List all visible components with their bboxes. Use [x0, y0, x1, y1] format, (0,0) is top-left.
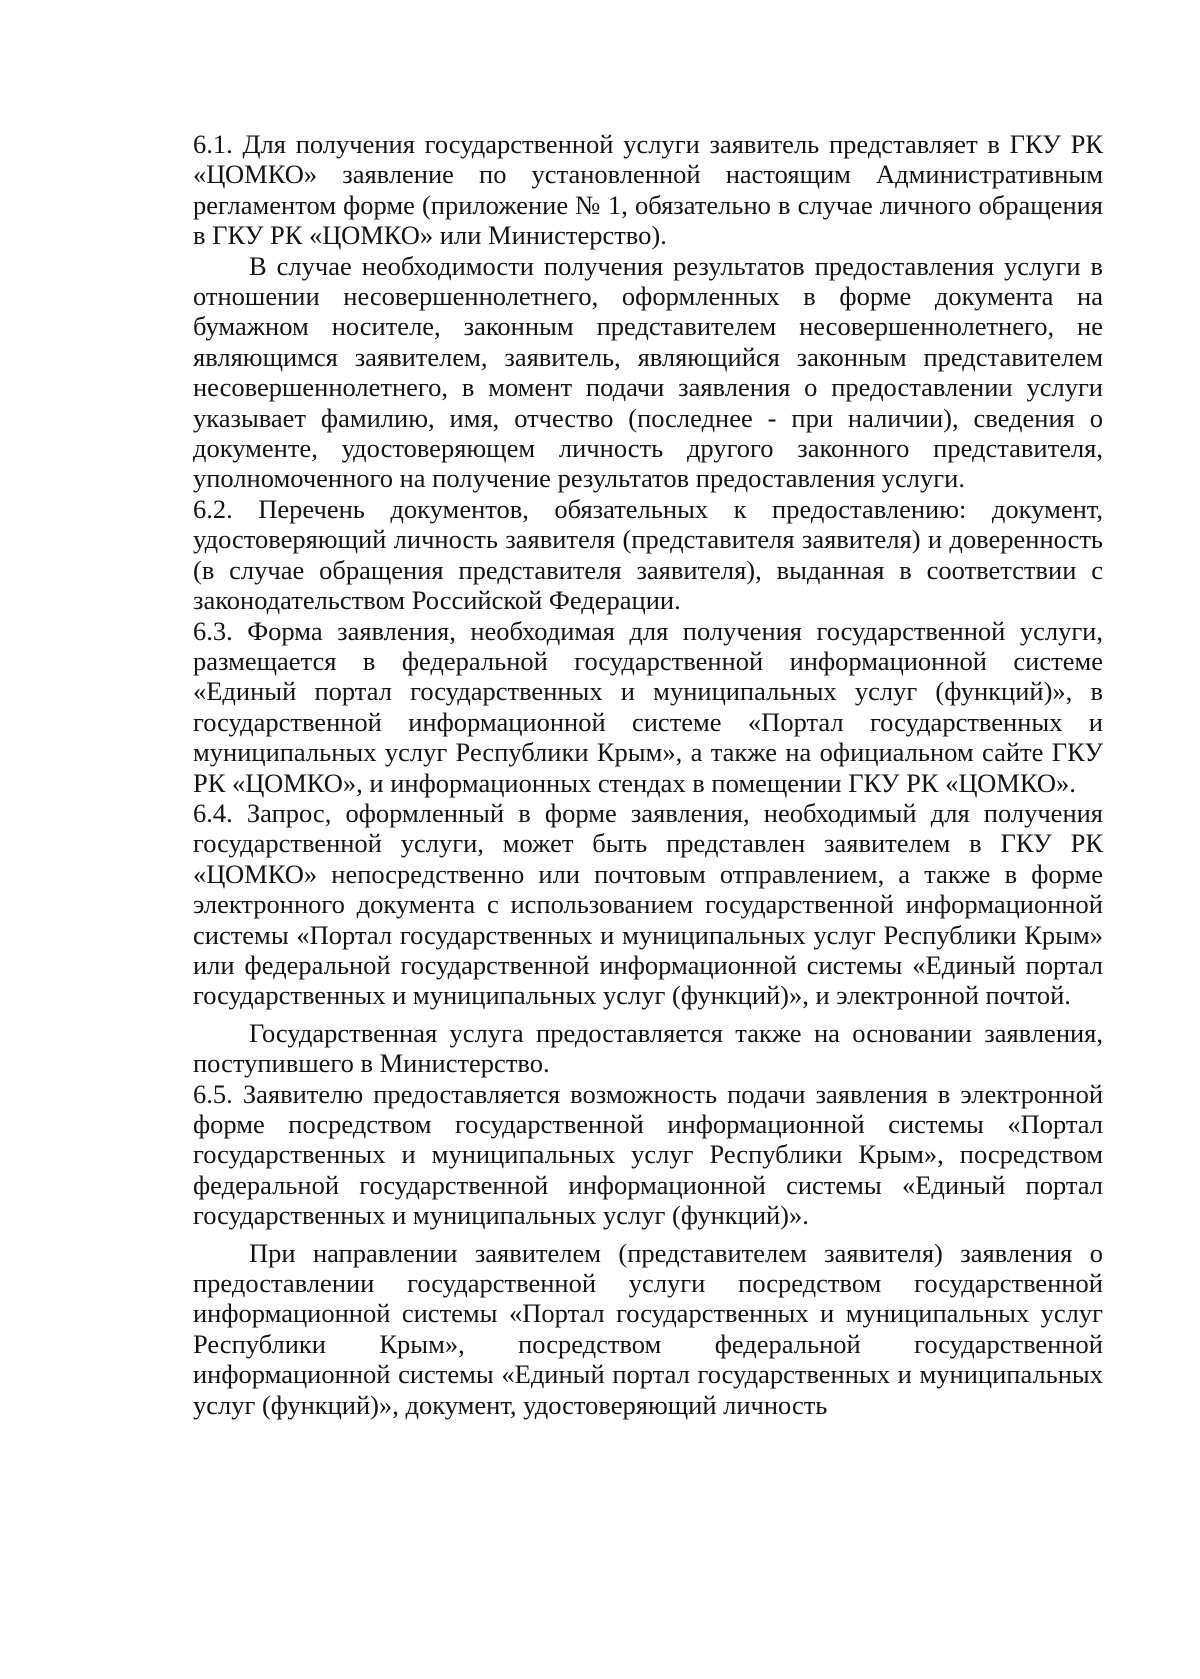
paragraph-6-1: 6.1. Для получения государственной услуги заявитель представляет в ГКУ РК «ЦОМКО» заявление по установленной настоящим Административным регламентом форме (приложение № 1, обязательно в случае личного обращения в ГКУ РК «ЦОМКО» или Министерство).: [193, 129, 1103, 251]
paragraph-6-3: 6.3. Форма заявления, необходимая для получения государственной услуги, размещается в федеральной государственной информационной системе «Единый портал государственных и муниципальных услуг (функций)», в государственной информационной системе «Портал государственных и муниципальных услуг Республики Крым», а также на официальном сайте ГКУ РК «ЦОМКО», и информационных стендах в помещении ГКУ РК «ЦОМКО».: [193, 615, 1103, 798]
paragraph-electronic-submission: При направлении заявителем (представителем заявителя) заявления о предоставлении государственной услуги посредством государственной информационной системы «Портал государственных и муниципальных услуг Республики Крым», посредством федеральной государственной информационной системы «Единый портал государственных и муниципальных услуг (функций)», документ, удостоверяющий личность: [193, 1237, 1103, 1420]
paragraph-minor-representative: В случае необходимости получения результатов предоставления услуги в отношении несовершеннолетнего, оформленных в форме документа на бумажном носителе, законным представителем несовершеннолетнего, не являющимся заявителем, заявитель, являющийся законным представителем несовершеннолетнего, в момент подачи заявления о предоставлении услуги указывает фамилию, имя, отчество (последнее - при наличии), сведения о документе, удостоверяющем личность другого законного представителя, уполномоченного на получение результатов предоставления услуги.: [193, 250, 1103, 494]
paragraph-6-5: 6.5. Заявителю предоставляется возможность подачи заявления в электронной форме посредством государственной информационной системы «Портал государственных и муниципальных услуг Республики Крым», посредством федеральной государственной информационной системы «Единый портал государственных и муниципальных услуг (функций)».: [193, 1078, 1103, 1231]
document-body: [193, 129, 1103, 1420]
paragraph-6-4: 6.4. Запрос, оформленный в форме заявления, необходимый для получения государственной услуги, может быть представлен заявителем в ГКУ РК «ЦОМКО» непосредственно или почтовым отправлением, а также в форме электронного документа с использованием государственной информационной системы «Портал государственных и муниципальных услуг Республики Крым» или федеральной государственной информационной системы «Единый портал государственных и муниципальных услуг (функций)», и электронной почтой.: [193, 797, 1103, 1011]
paragraph-6-2: 6.2. Перечень документов, обязательных к предоставлению: документ, удостоверяющий личность заявителя (представителя заявителя) и доверенность (в случае обращения представителя заявителя), выданная в соответствии с законодательством Российской Федерации.: [193, 493, 1103, 616]
paragraph-ministry-application: Государственная услуга предоставляется также на основании заявления, поступившего в Министерство.: [193, 1017, 1103, 1079]
